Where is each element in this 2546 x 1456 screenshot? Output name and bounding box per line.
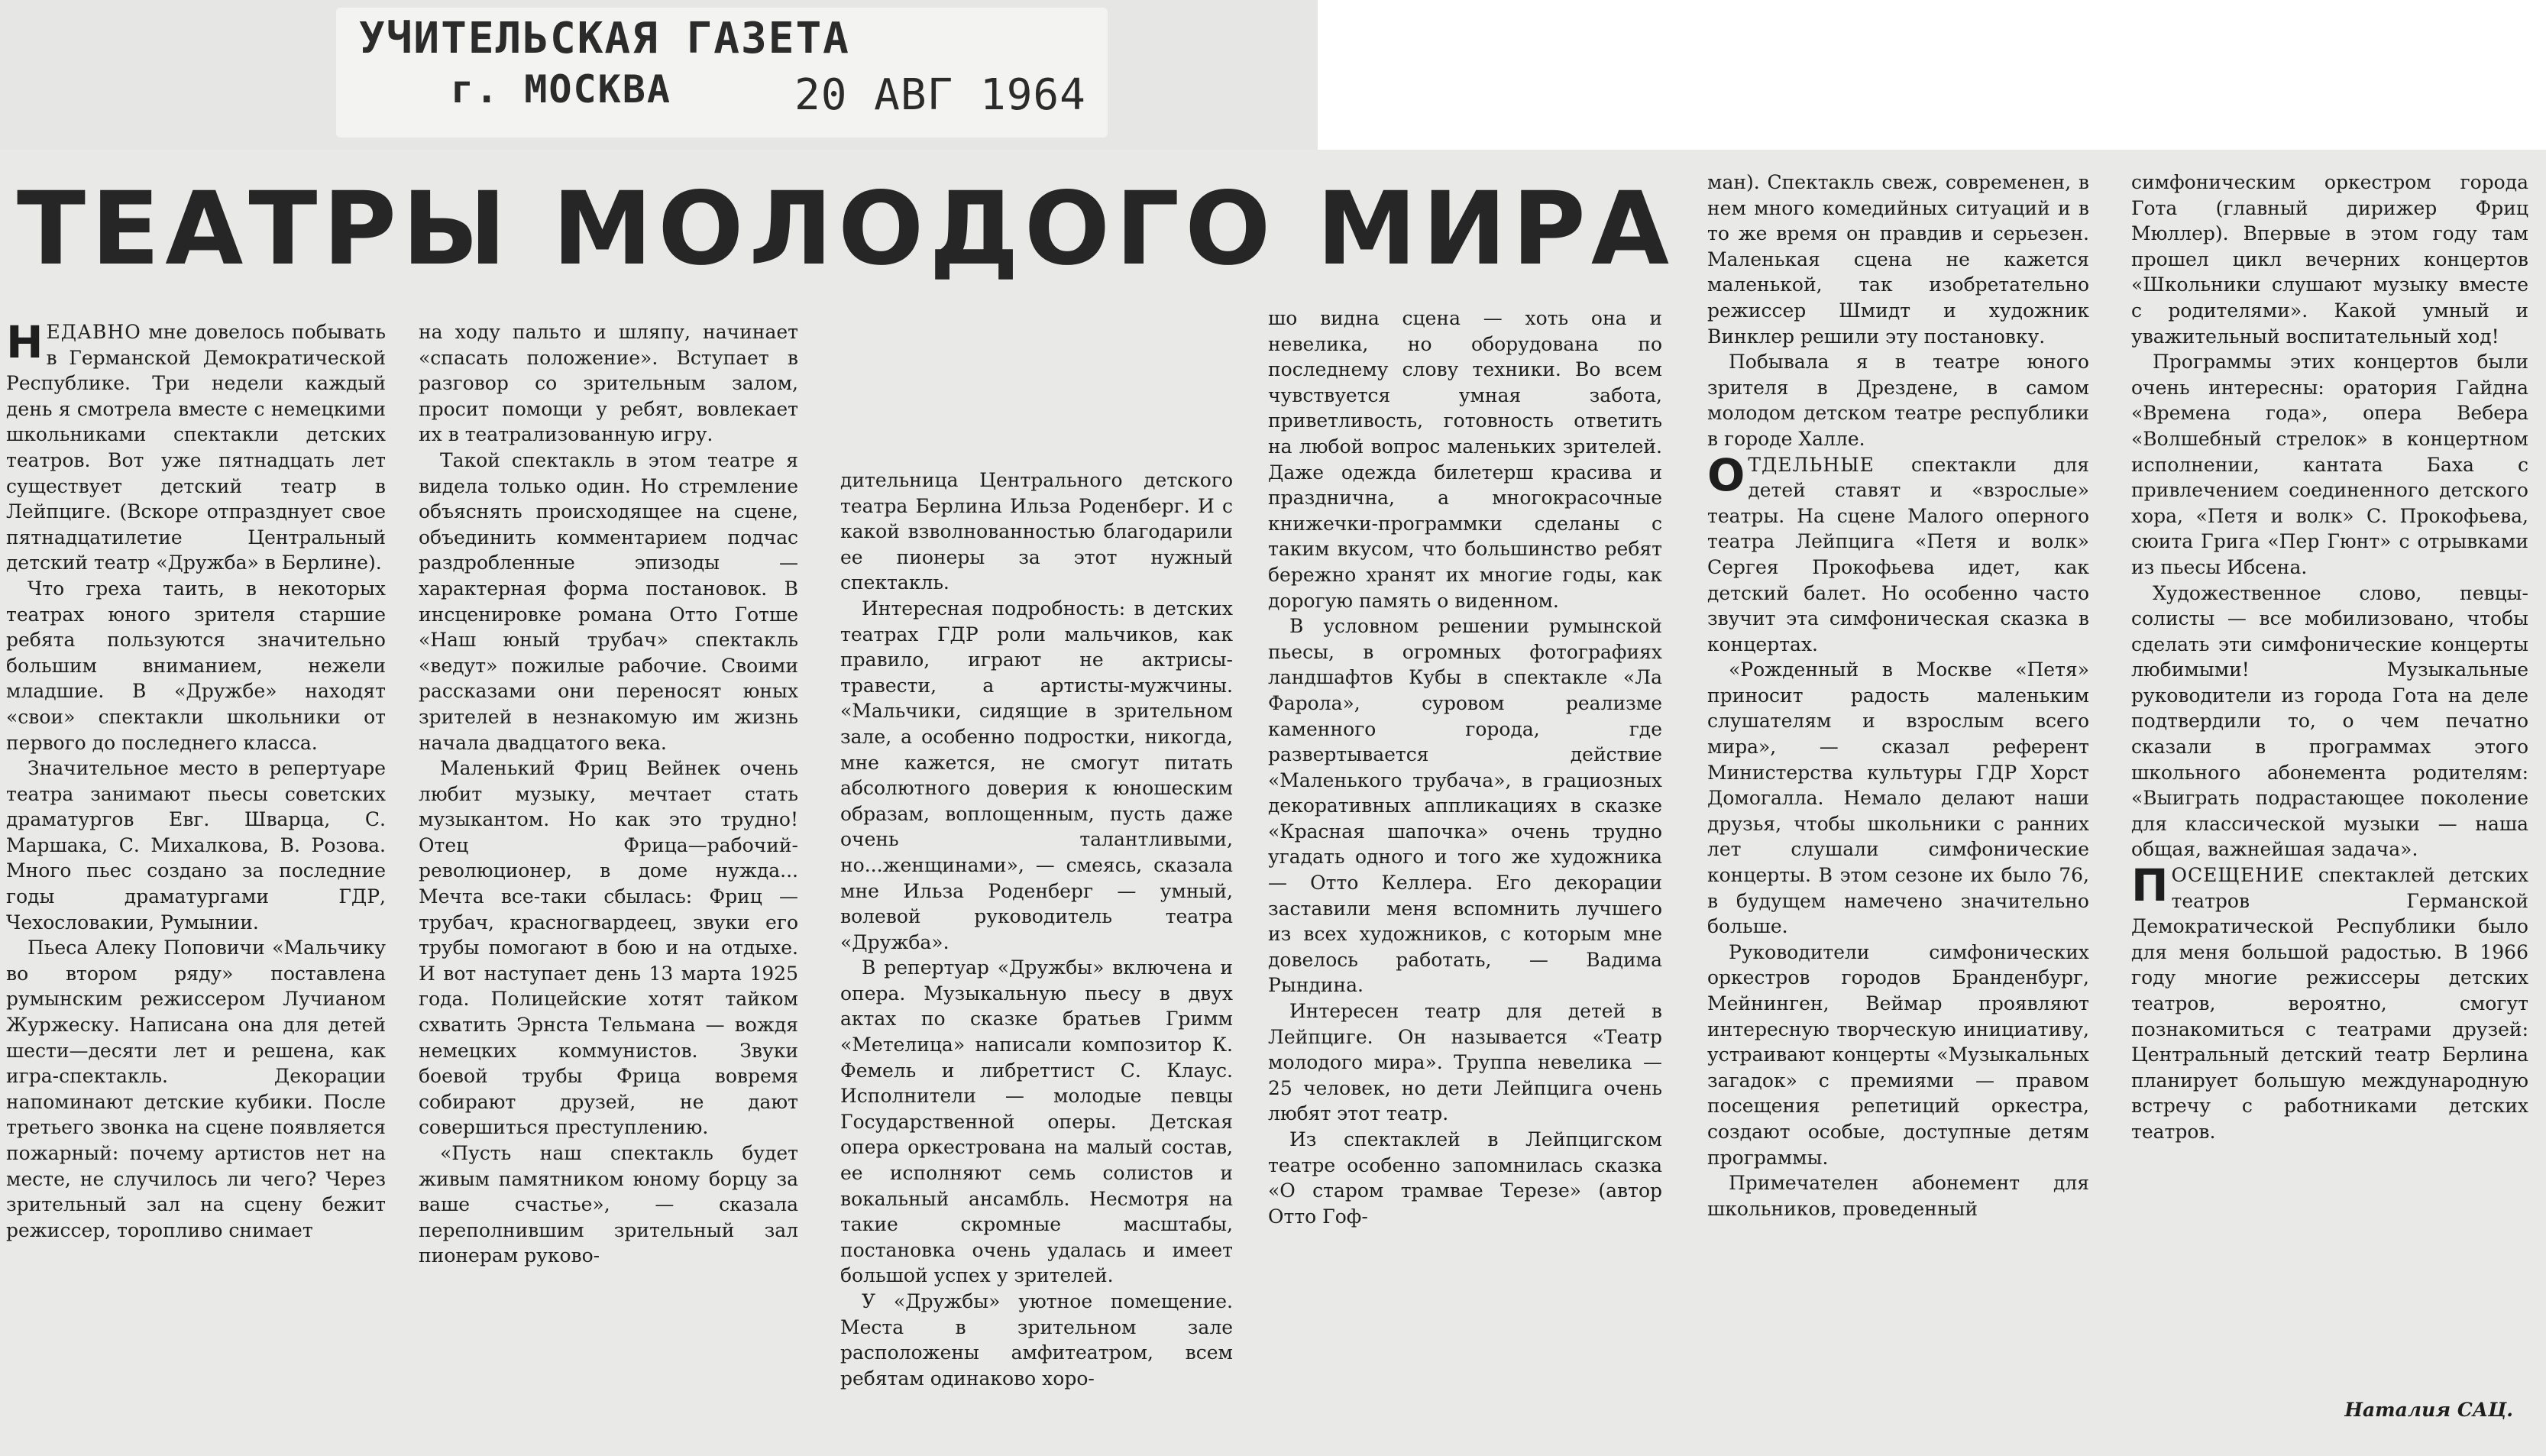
paragraph-text: Интересная подробность: в детских театрах ГДР роли мальчиков, как правило, играют не актрисы-травести, а артисты-мужчины. «Мальчики, сидящие в зрительном зале, а особенно подростки, никогда, мне кажется, не смогут питать абсолютного доверия к юношеским образам, воплощенным, пусть даже очень талантливыми, но...женщинами», — смеясь, сказала мне Ильза Роденберг — умный, волевой руководитель театра «Дружба». [840,597,1233,953]
paragraph-text: Побывала я в театре юного зрителя в Дрездене, в самом молодом детском театре республики в городе Халле. [1707,351,2089,450]
paragraph [1268,998,1662,1127]
paragraph-text: Такой спектакль в этом театре я видела только один. Но стремление объяснять происходящее на сцене, объединить комментарием подчас раздробленные эпизоды — характерная форма постановок. В инсценировке романа Отто Готше «Наш юный трубач» спектакль «ведут» пожилые рабочие. Своими рассказами они переносят юных зрителей в незнакомую им жизнь начала двадцатого века. [419,448,798,754]
paragraph [419,319,798,448]
article-column-6 [2131,170,2528,1422]
paragraph-text: Интересен театр для детей в Лейпциге. Он называется «Театр молодого мира». Труппа невелика — 25 человек, но дети Лейпцига очень любят этот театр. [1268,1000,1662,1125]
paragraph-text: У «Дружбы» уютное помещение. Места в зрительном зале расположены амфитеатром, всем ребятам одинаково хоро- [840,1290,1233,1390]
author-byline: Наталия САЦ. [2344,1399,2513,1421]
article-column-1 [6,319,386,1446]
paragraph-text: Маленький Фриц Вейнек очень любит музыку, мечтает стать музыкантом. Но как это трудно! Отец Фрица—рабочий-революционер, в доме нужда... Мечта все-таки сбылась: Фриц — трубач, красногвардеец, звуки его трубы помогают в бою и на отдыхе. И вот наступает день 13 марта 1925 года. Полицейские хотят тайком схватить Эрнста Тельмана — вождя немецких коммунистов. Звуки боевой трубы Фрица вовремя собирают друзей, не дают совершиться преступлению. [419,757,798,1139]
paragraph-text: Художественное слово, певцы-солисты — все мобилизовано, чтобы сделать эти симфонические концерты любимыми! Музыкальные руководители из города Гота на деле подтвердили то, о чем печатно сказали в программах этого школьного абонемента родителям: «Выиграть подрастающее поколение для классической музыки — наша общая, важнейшая задача». [2131,581,2528,861]
paragraph [1707,657,2089,940]
paragraph-text: Программы этих концертов были очень интересны: оратория Гайдна «Времена года», опера Вебера «Волшебный стрелок» в концертном исполнении, кантата Баха с привлечением соединенного детского хора, «Петя и волк» С. Прокофьева, сюита Грига «Пер Гюнт» с отрывками из пьесы Ибсена. [2131,351,2528,578]
paragraph [840,596,1233,955]
paragraph-text: ман). Спектакль свеж, современен, в нем много комедийных ситуаций и в то же время он правдив и серьезен. Маленькая сцена не кажется маленькой, так изобретательно режиссер Шмидт и художник Винклер решили эту постановку. [1707,171,2089,348]
article-column-2 [419,319,798,1446]
paragraph [1707,349,2089,451]
paragraph-text: шо видна сцена — хоть она и невелика, но оборудована по последнему слову техники. Во всем чувствуется умная забота, приветливость, готовность ответить на любой вопрос маленьких зрителей. Даже одежда билетерш красива и празднична, а многокрасочные книжечки-программки сделаны с таким вкусом, что большинство ребят бережно хранят их многие годы, как дорогую память о виденном. [1268,307,1662,612]
paragraph [1268,613,1662,998]
paragraph-text: на ходу пальто и шляпу, начинает «спасать положение». Вступает в разговор со зрительным залом, просит помощи у ребят, вовлекает их в театрализованную игру. [419,321,798,446]
paragraph-text: Руководители симфонических оркестров городов Бранденбург, Мейнинген, Веймар проявляют интересную творческую инициативу, устраивают концерты «Музыкальных загадок» с премиями — правом посещения репетиций оркестра, создают особые, доступные детям программы. [1707,940,2089,1169]
paragraph [6,576,386,756]
paragraph-text: Примечателен абонемент для школьников, проведенный [1707,1172,2089,1220]
paragraph [1268,306,1662,613]
paragraph [419,1141,798,1269]
article-headline: ТЕАТРЫ МОЛОДОГО МИРА [17,170,1675,288]
paragraph [6,756,386,935]
paragraph [840,468,1233,596]
paragraph-text: спектакли для детей ставят и «взрослые» театры. На сцене Малого оперного театра Лейпцига «Петя и волк» Сергея Прокофьева идет, как детский балет. Но особенно часто звучит эта симфоническая сказка в концертах. [1707,453,2089,655]
paragraph [840,955,1233,1289]
paragraph-text: спектаклей детских театров Германской Демократической Республики было для меня большой радостью. В 1966 году многие режиссеры детских театров, вероятно, смогут познакомиться с театрами друзей: Центральный детский театр Берлина планирует большую международную встречу с работниками детских театров. [2131,864,2528,1143]
paragraph [2131,170,2528,349]
paragraph-text: «Пусть наш спектакль будет живым памятником юному борцу за ваше счастье», — сказала переполнившим зрительный зал пионерам руково- [419,1142,798,1267]
paragraph [6,319,386,576]
paragraph-text: дительница Центрального детского театра Берлина Ильза Роденберг. И с какой взволнованностью благодарили ее пионеры за этот нужный спектакль. [840,469,1233,594]
paragraph-text: Значительное место в репертуаре театра занимают пьесы советских драматургов Евг. Шварца, С. Маршака, С. Михалкова, В. Розова. Много пьес создано за последние годы драматургами ГДР, Чехословакии, Румынии. [6,757,386,933]
paragraph [2131,581,2528,863]
article-column-5 [1707,170,2089,1422]
paragraph-text: «Рожденный в Москве «Петя» приносит радость маленьким слушателям и взрослым всего мира», — сказал референт Министерства культуры ГДР Хорст Домогалла. Немало делают наши друзья, чтобы школьники с ранних лет слушали симфонические концерты. В этом сезоне их было 76, в будущем намечено значительно больше. [1707,658,2089,938]
paragraph-text: мне довелось побывать в Германской Демократической Республике. Три недели каждый день я смотрела вместе с немецкими школьниками спектакли детских театров. Вот уже пятнадцать лет существует детский театр в Лейпциге. (Вскоре отпразднует свое пятнадцатилетие Центральный детский театр «Дружба» в Берлине). [6,321,386,574]
article-column-3 [840,468,1233,1432]
paragraph [840,1289,1233,1391]
stamp-date: 20 АВГ 1964 [794,70,1086,120]
paragraph [2131,859,2528,1145]
paragraph [2131,349,2528,580]
drop-cap-letter: П [2131,859,2169,912]
paragraph-text: Из спектаклей в Лейпцигском театре особенно запомнилась сказка «О старом трамвае Терезе» (автор Отто Гоф- [1268,1128,1662,1228]
paragraph [1707,940,2089,1170]
paragraph-text: Пьеса Алеку Поповичи «Мальчику во втором ряду» поставлена румынским режиссером Лучианом Журжеску. Написана она для детей шести—десяти лет и решена, как игра-спектакль. Декорации напоминают детские кубики. После третьего звонка на сцене появляется пожарный: почему артистов нет на месте, не случилось ли чего? Через зрительный зал на сцену бежит режиссер, торопливо снимает [6,937,386,1241]
paragraph [1707,1170,2089,1221]
paragraph-text: Что греха таить, в некоторых театрах юного зрителя старшие ребята пользуются значительно большим вниманием, нежели младшие. В «Дружбе» находят «свои» спектакли школьники от первого до последнего класса. [6,577,386,754]
paragraph [419,448,798,756]
stamp-newspaper-name: УЧИТЕЛЬСКАЯ ГАЗЕТА [359,14,850,63]
paragraph-text: В репертуар «Дружбы» включена и опера. Музыкальную пьесу в двух актах по сказке братьев Гримм «Метелица» написали композитор К. Фемель и либреттист С. Клаус. Исполнители — молодые певцы Государственной оперы. Детская опера оркестрована на малый состав, ее исполняют семь солистов и вокальный ансамбль. Несмотря на такие скромные масштабы, постановка очень удалась и имеет большой успех у зрителей. [840,956,1233,1287]
lead-in-caps: ОСЕЩЕНИЕ [2171,864,2305,887]
paragraph [1707,170,2089,349]
paragraph [419,756,798,1141]
drop-cap-letter: О [1707,448,1745,501]
paragraph [6,935,386,1243]
paragraph-text: В условном решении румынской пьесы, в огромных фотографиях ландшафтов Кубы в спектакле «Ла Фарола», суровом реализме каменного города, где развертывается действие «Маленького трубача», в грациозных декоративных аппликациях в сказке «Красная шапочка» очень трудно угадать одного и того же художника — Отто Келлера. Его декорации заставили меня вспомнить лучшего из всех художников, с которым мне довелось работать, — Вадима Рындина. [1268,615,1662,997]
lead-in-caps: ЕДАВНО [46,321,141,343]
paragraph [1268,1127,1662,1229]
stamp-city: г. МОСКВА [451,67,671,112]
paragraph-text: симфоническим оркестром города Гота (главный дирижер Фриц Мюллер). Впервые в этом году там прошел цикл вечерних концертов «Школьники слушают музыку вместе с родителями». Какой умный и уважительный воспитательный ход! [2131,171,2528,348]
lead-in-caps: ТДЕЛЬНЫЕ [1748,453,1875,476]
article-column-4 [1268,306,1662,1432]
paragraph [1707,448,2089,658]
drop-cap-letter: Н [6,319,44,368]
